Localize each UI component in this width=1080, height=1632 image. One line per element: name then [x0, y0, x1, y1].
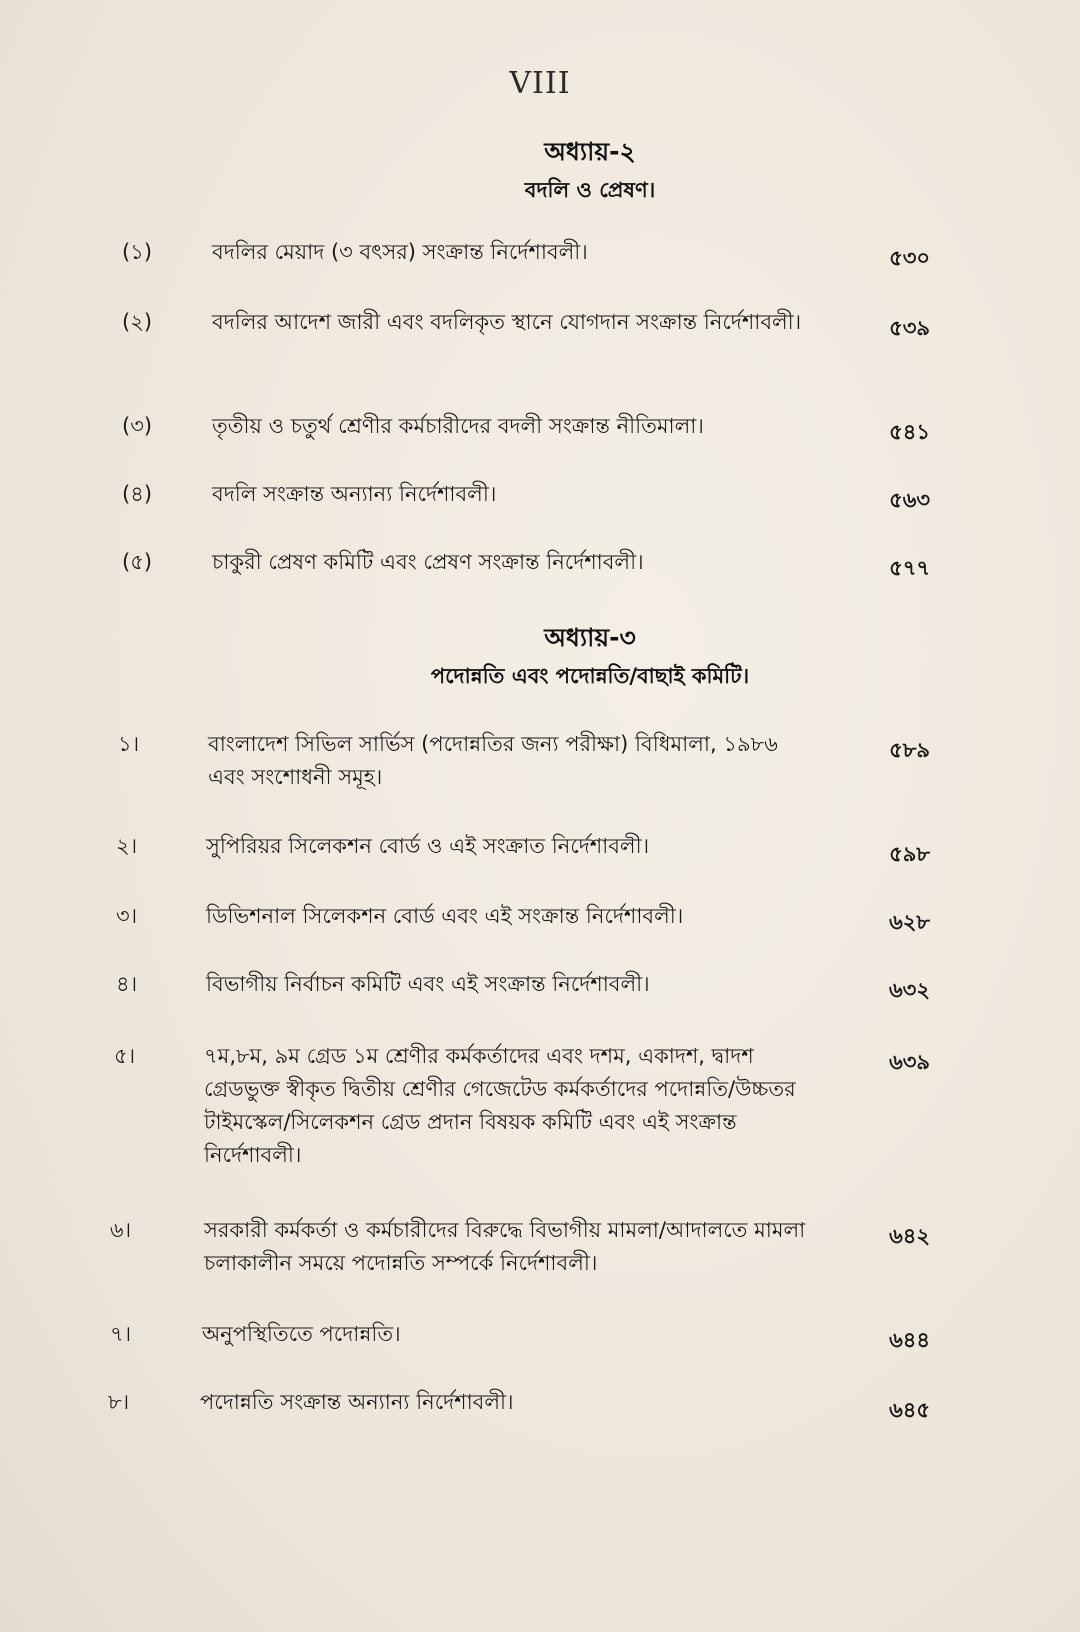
- entry-text: বাংলাদেশ সিভিল সার্ভিস (পদোন্নতির জন্য পরীক্ষা) বিধিমালা, ১৯৮৬ এবং সংশোধনী সমূহ।: [208, 732, 778, 789]
- entry-page: ৫৬৩: [889, 488, 930, 512]
- entry-page: ৬৪২: [889, 1224, 930, 1248]
- entry-page: ৬৩২: [889, 978, 930, 1002]
- page-number: VIII: [509, 66, 571, 101]
- entry-number: ৫।: [114, 1044, 136, 1068]
- entry-number: (১): [122, 240, 153, 264]
- entry-text: চাকুরী প্রেষণ কমিটি এবং প্রেষণ সংক্রান্ত নির্দেশাবলী।: [212, 550, 644, 574]
- entry-page: ৬৪৫: [889, 1398, 930, 1422]
- chapter-3-subtitle: পদোন্নতি এবং পদোন্নতি/বাছাই কমিটি।: [430, 664, 750, 688]
- entry-number: (৫): [122, 550, 153, 574]
- chapter-2-title: অধ্যায়-২: [544, 137, 636, 166]
- entry-text: ডিভিশনাল সিলেকশন বোর্ড এবং এই সংক্রান্ত নির্দেশাবলী।: [206, 904, 684, 928]
- entry-text: ৭ম,৮ম, ৯ম গ্রেড ১ম শ্রেণীর কর্মকর্তাদের এবং দশম, একাদশ, দ্বাদশ গ্রেডভুক্ত স্বীকৃত দ্বিতীয় শ্রেণীর গেজেটেড কর্মকর্তাদের পদোন্নতি/উচ্চতর টাইমস্কেল/সিলেকশন গ্রেড প্রদান বিষয়ক কমিটি এবং এই সংক্রান্ত নির্দেশাবলী।: [204, 1044, 796, 1167]
- entry-page: ৫৩৯: [889, 316, 930, 340]
- entry-page: ৬২৮: [889, 910, 930, 934]
- entry-number: (৪): [122, 482, 153, 506]
- entry-text: সরকারী কর্মকর্তা ও কর্মচারীদের বিরুদ্ধে বিভাগীয় মামলা/আদালতে মামলা চলাকালীন সময়ে পদোন্নতি সম্পর্কে নির্দেশাবলী।: [204, 1218, 806, 1275]
- chapter-3-title: অধ্যায়-৩: [544, 623, 636, 652]
- entry-text: বদলির আদেশ জারী এবং বদলিকৃত স্থানে যোগদান সংক্রান্ত নির্দেশাবলী।: [212, 310, 802, 334]
- entry-number: ৩।: [116, 904, 138, 928]
- entry-number: (৩): [122, 414, 153, 438]
- entry-number: ৭।: [110, 1322, 132, 1346]
- entry-number: ৪।: [116, 972, 138, 996]
- entry-number: ১।: [118, 732, 140, 756]
- entry-text: পদোন্নতি সংক্রান্ত অন্যান্য নির্দেশাবলী।: [200, 1390, 514, 1414]
- entry-number: ৮।: [108, 1390, 130, 1414]
- entry-text: বদলির মেয়াদ (৩ বৎসর) সংক্রান্ত নির্দেশাবলী।: [212, 240, 588, 264]
- entry-page: ৫৩০: [889, 246, 930, 270]
- entry-text: তৃতীয় ও চতুর্থ শ্রেণীর কর্মচারীদের বদলী সংক্রান্ত নীতিমালা।: [212, 414, 704, 438]
- entry-text: বদলি সংক্রান্ত অন্যান্য নির্দেশাবলী।: [212, 482, 497, 506]
- entry-page: ৫৮৯: [889, 738, 930, 762]
- entry-page: ৫৪১: [889, 420, 930, 444]
- entry-text: বিভাগীয় নির্বাচন কমিটি এবং এই সংক্রান্ত নির্দেশাবলী।: [206, 972, 650, 996]
- entry-page: ৫৯৮: [889, 842, 930, 866]
- entry-page: ৬৪৪: [889, 1328, 930, 1352]
- entry-text: সুপিরিয়র সিলেকশন বোর্ড ও এই সংক্রাত নির্দেশাবলী।: [206, 834, 650, 858]
- chapter-2-subtitle: বদলি ও প্রেষণ।: [524, 178, 656, 202]
- entry-number: ২।: [116, 834, 138, 858]
- entry-page: ৫৭৭: [889, 556, 930, 580]
- entry-page: ৬৩৯: [889, 1050, 930, 1074]
- entry-text: অনুপস্থিতিতে পদোন্নতি।: [202, 1322, 401, 1346]
- entry-number: ৬।: [110, 1218, 132, 1242]
- entry-number: (২): [122, 310, 153, 334]
